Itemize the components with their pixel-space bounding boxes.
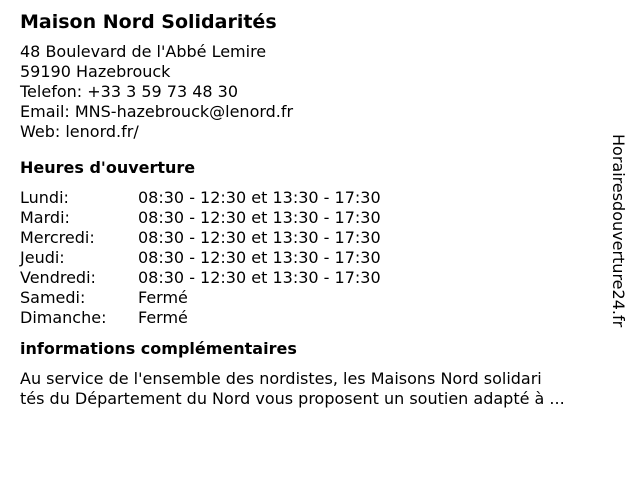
hours-row-monday (20, 188, 610, 208)
hours-row-saturday (20, 288, 610, 308)
hours-day: Jeudi: (20, 248, 65, 267)
hours-day: Samedi: (20, 288, 86, 307)
additional-info-text (20, 369, 610, 409)
hours-row-tuesday (20, 208, 610, 228)
phone-number: Telefon: +33 3 59 73 48 30 (20, 82, 239, 101)
contact-block (20, 42, 610, 142)
place-name: Maison Nord Solidarités (20, 11, 277, 33)
address-street: 48 Boulevard de l'Abbé Lemire (20, 42, 267, 61)
hours-day: Mercredi: (20, 228, 95, 247)
hours-day: Mardi: (20, 208, 70, 227)
hours-time: 08:30 - 12:30 et 13:30 - 17:30 (138, 228, 381, 247)
hours-row-thursday (20, 248, 610, 268)
site-watermark: Horairesdouverture24.fr (609, 134, 628, 328)
hours-day: Vendredi: (20, 268, 96, 287)
additional-info-title: informations complémentaires (20, 339, 297, 358)
hours-time: Fermé (138, 308, 188, 327)
hours-row-sunday (20, 308, 610, 328)
hours-day: Dimanche: (20, 308, 107, 327)
hours-row-friday (20, 268, 610, 288)
hours-day: Lundi: (20, 188, 69, 207)
info-line: Au service de l'ensemble des nordistes, les Maisons Nord solidari (20, 369, 542, 388)
address-city: 59190 Hazebrouck (20, 62, 171, 81)
hours-time: 08:30 - 12:30 et 13:30 - 17:30 (138, 248, 381, 267)
place-card (20, 8, 610, 409)
email-address: Email: MNS-hazebrouck@lenord.fr (20, 102, 294, 121)
opening-hours-title: Heures d'ouverture (20, 158, 196, 177)
hours-row-wednesday (20, 228, 610, 248)
website: Web: lenord.fr/ (20, 122, 139, 141)
hours-time: 08:30 - 12:30 et 13:30 - 17:30 (138, 188, 381, 207)
opening-hours-table (20, 188, 610, 328)
hours-time: 08:30 - 12:30 et 13:30 - 17:30 (138, 208, 381, 227)
hours-time: Fermé (138, 288, 188, 307)
hours-time: 08:30 - 12:30 et 13:30 - 17:30 (138, 268, 381, 287)
info-line: tés du Département du Nord vous proposent un soutien adapté à ... (20, 389, 565, 408)
